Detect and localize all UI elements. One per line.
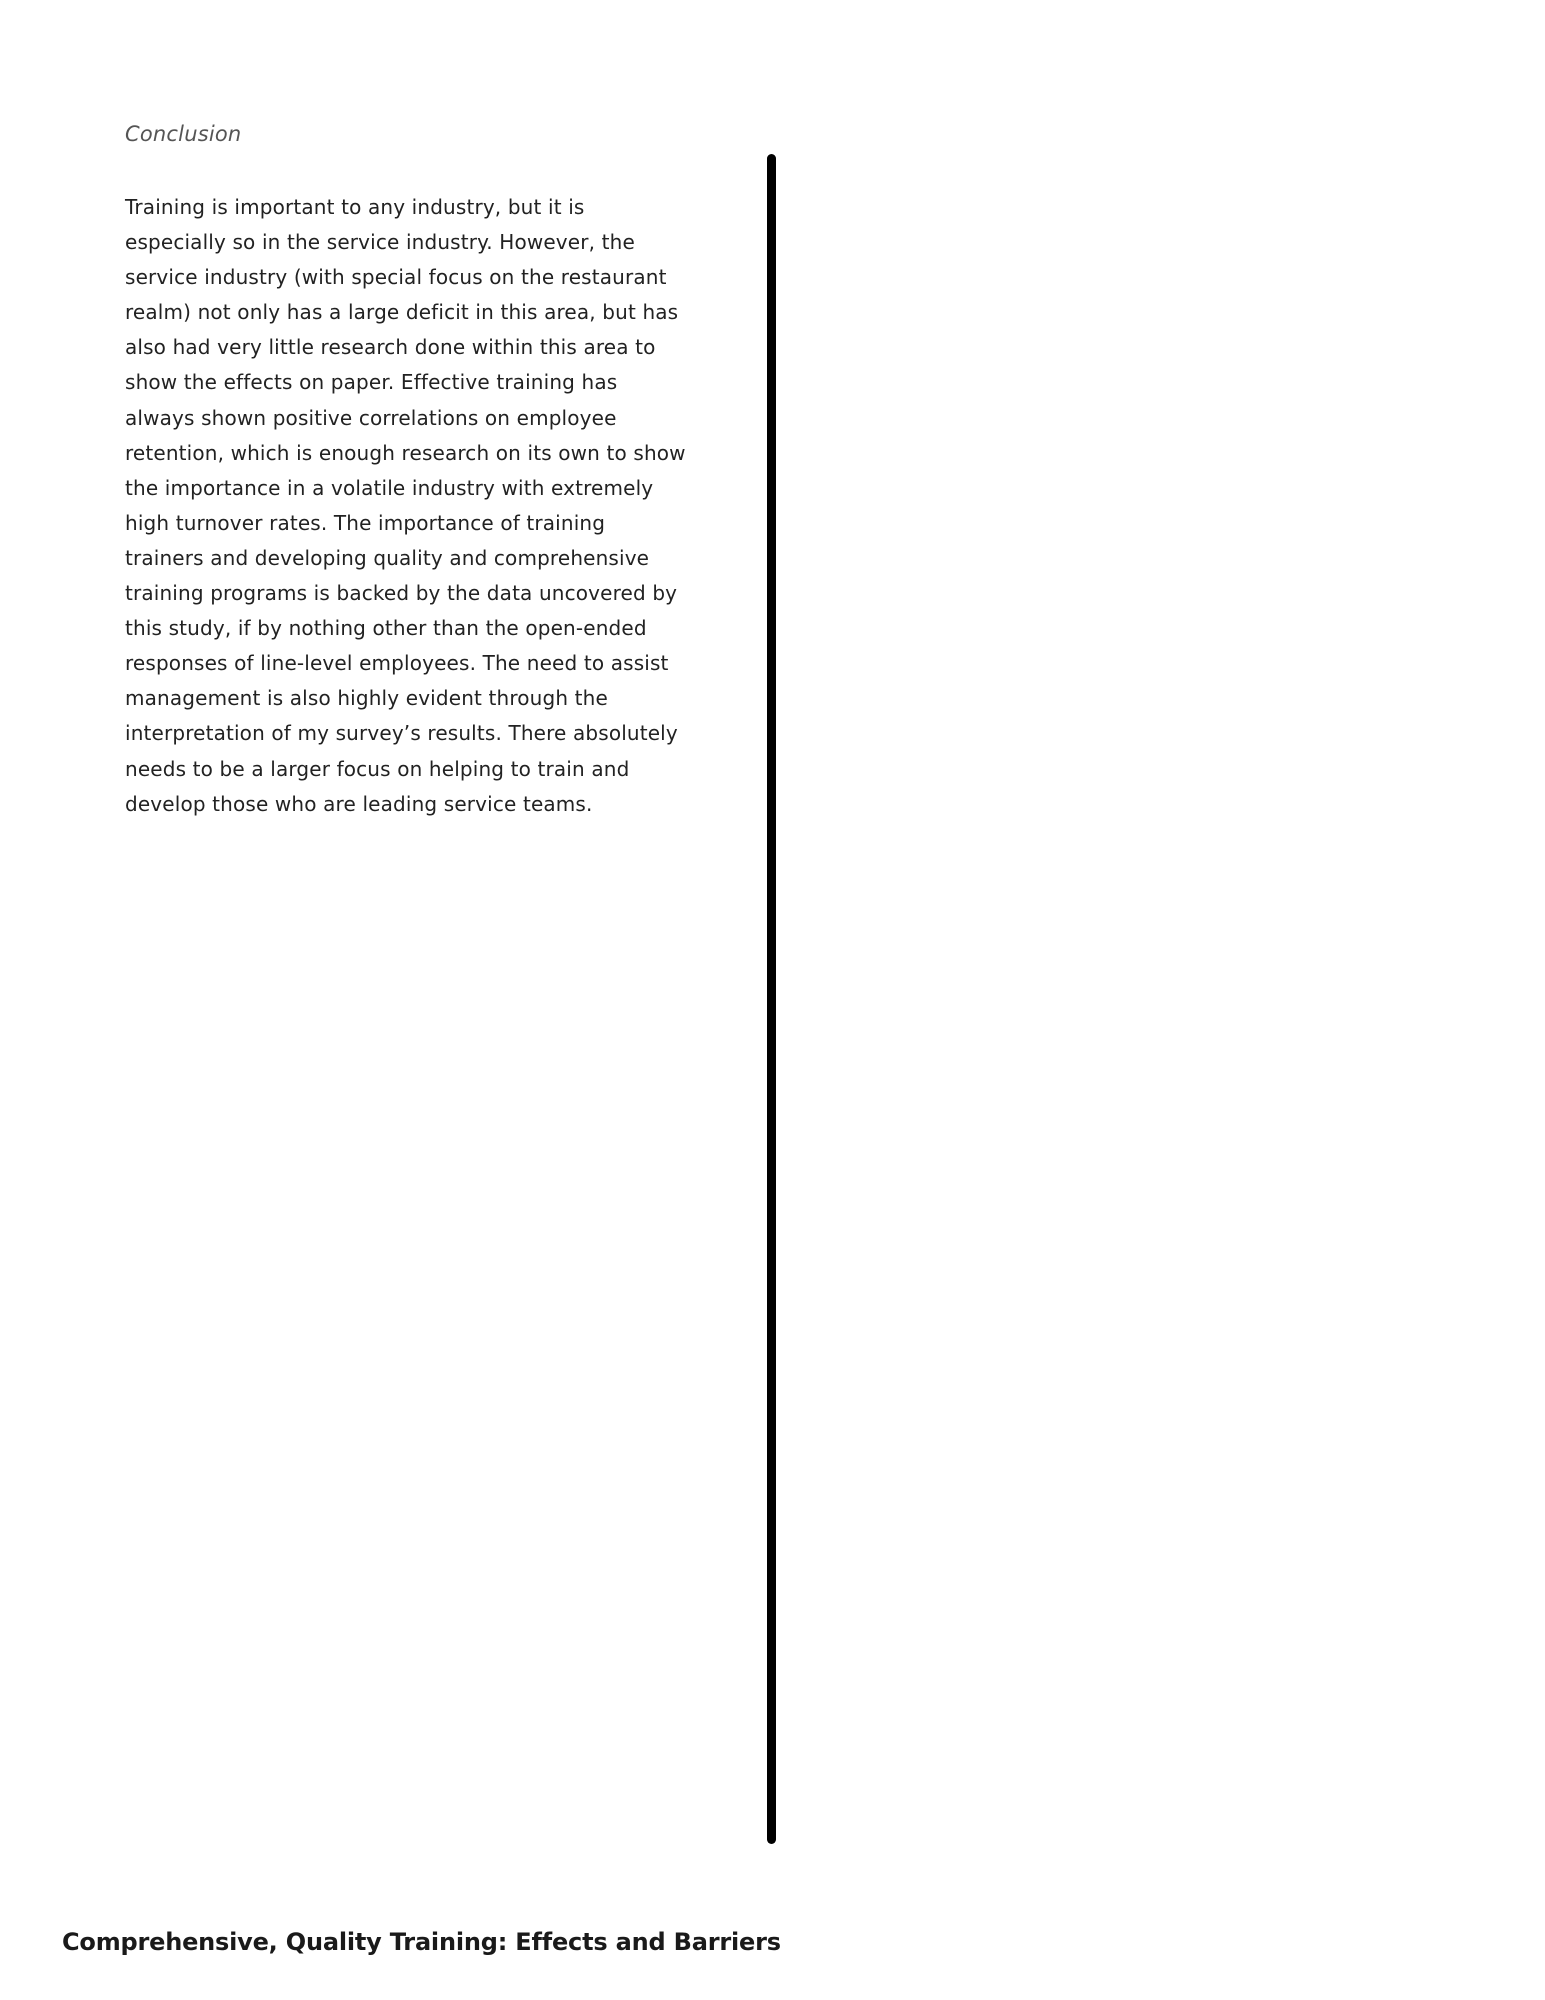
section-heading: Conclusion: [125, 122, 242, 146]
conclusion-paragraph: Training is important to any industry, but it is especially so in the service industry. However, the service industry (with special focus on the restaurant realm) not only has a large deficit in this area, but has also had very little research done within this area to show the effects on paper. Effective training has always shown positive correlations on employee retention, which is enough research on its own to show the importance in a volatile industry with extremely high turnover rates. The importance of training trainers and developing quality and comprehensive training programs is backed by the data uncovered by this study, if by nothing other than the open-ended responses of line-level employees. The need to assist management is also highly evident through the interpretation of my survey’s results. There absolutely needs to be a larger focus on helping to train and develop those who are leading service teams.: [125, 195, 686, 816]
vertical-divider: [767, 154, 776, 1844]
footer-document-title: Comprehensive, Quality Training: Effects and Barriers: [62, 1928, 781, 1956]
